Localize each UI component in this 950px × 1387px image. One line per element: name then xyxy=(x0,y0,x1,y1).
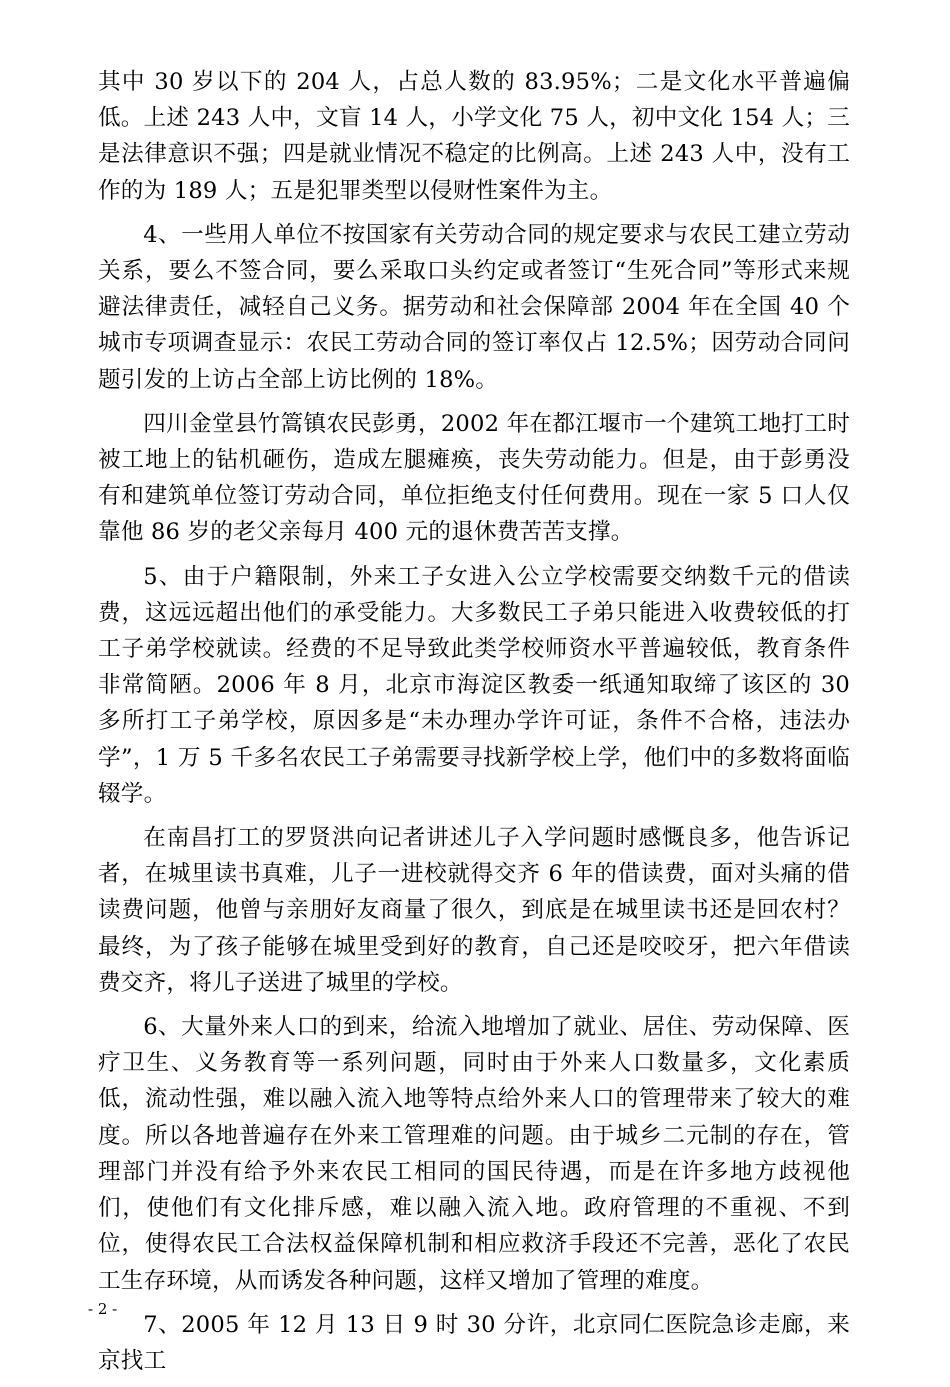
paragraph: 四川金堂县竹篙镇农民彭勇，2002 年在都江堰市一个建筑工地打工时被工地上的钻机砸伤，造成左腿瘫痪，丧失劳动能力。但是，由于彭勇没有和建筑单位签订劳动合同，单位拒绝支付任何费用。现在一家 5 口人仅靠他 86 岁的老父亲每月 400 元的退休费苦苦支撑。 xyxy=(98,410,850,546)
paragraph: 5、由于户籍限制，外来工子女进入公立学校需要交纳数千元的借读费，这远远超出他们的承受能力。大多数民工子弟只能进入收费较低的打工子弟学校就读。经费的不足导致此类学校师资水平普遍较低，教育条件非常简陋。2006 年 8 月，北京市海淀区教委一纸通知取缔了该区的 30 多所打工子弟学校，原因多是“未办理办学许可证，条件不合格，违法办学”，1 万 5 千多名农民工子弟需要寻找新学校上学，他们中的多数将面临辍学。 xyxy=(98,563,850,807)
paragraph: 4、一些用人单位不按国家有关劳动合同的规定要求与农民工建立劳动关系，要么不签合同，要么采取口头约定或者签订“生死合同”等形式来规避法律责任，减轻自己义务。据劳动和社会保障部 2004 年在全国 40 个城市专项调查显示：农民工劳动合同的签订率仅占 12.5%；因劳动合同问题引发的上访占全部上访比例的 18%。 xyxy=(98,221,850,393)
document-body xyxy=(98,64,850,1387)
paragraph: 在南昌打工的罗贤洪向记者讲述儿子入学问题时感慨良多，他告诉记者，在城里读书真难，儿子一进校就得交齐 6 年的借读费，面对头痛的借读费问题，他曾与亲朋好友商量了很久，到底是在城里读书还是回农村？最终，为了孩子能够在城里受到好的教育，自己还是咬咬牙，把六年借读费交齐，将儿子送进了城里的学校。 xyxy=(98,825,850,996)
paragraph: 6、大量外来人口的到来，给流入地增加了就业、居住、劳动保障、医疗卫生、义务教育等一系列问题，同时由于外来人口数量多，文化素质低，流动性强，难以融入流入地等特点给外来人口的管理带来了较大的难度。所以各地普遍存在外来工管理难的问题。由于城乡二元制的存在，管理部门并没有给予外来农民工相同的国民待遇，而是在许多地方歧视他们，使他们有文化排斥感，难以融入流入地。政府管理的不重视、不到位，使得农民工合法权益保障机制和相应救济手段还不完善，恶化了农民工生存环境，从而诱发各种问题，这样又增加了管理的难度。 xyxy=(98,1014,850,1294)
paragraph: 7、2005 年 12 月 13 日 9 时 30 分许，北京同仁医院急诊走廊，来京找工 xyxy=(98,1311,850,1374)
page-number: - 2 - xyxy=(88,1300,118,1318)
paragraph: 其中 30 岁以下的 204 人，占总人数的 83.95%；二是文化水平普遍偏低。上述 243 人中，文盲 14 人，小学文化 75 人，初中文化 154 人；三是法律意识不强；四是就业情况不稳定的比例高。上述 243 人中，没有工作的为 189 人；五是犯罪类型以侵财性案件为主。 xyxy=(98,69,850,204)
